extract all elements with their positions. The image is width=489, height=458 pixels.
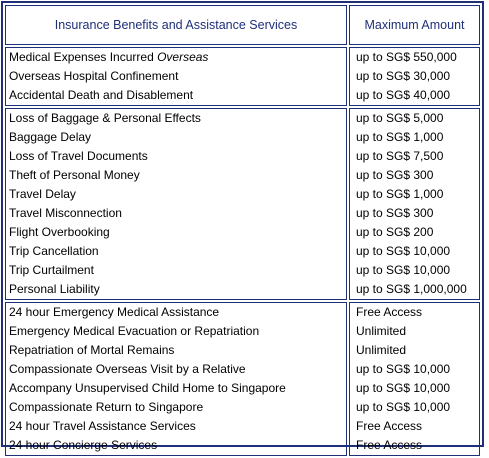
- benefit-amount: Unlimited: [356, 324, 407, 338]
- benefit-label-text: Travel Misconnection: [9, 206, 122, 220]
- benefit-group-labels: [5, 47, 347, 106]
- benefit-label-text: 24 hour Travel Assistance Services: [9, 419, 196, 433]
- benefits-table: [3, 3, 482, 458]
- benefit-label: [6, 48, 346, 67]
- benefit-amount: up to SG$ 40,000: [356, 88, 451, 102]
- benefit-amount: up to SG$ 10,000: [356, 362, 451, 376]
- benefit-amount: up to SG$ 30,000: [356, 69, 451, 83]
- benefit-label: [6, 242, 346, 261]
- benefit-label: [6, 261, 346, 280]
- benefit-amount: up to SG$ 1,000: [356, 187, 444, 201]
- benefit-amount: up to SG$ 10,000: [356, 244, 451, 258]
- benefit-label: [6, 128, 346, 147]
- benefit-label: [6, 280, 346, 299]
- benefit-group-amounts: [349, 302, 480, 456]
- benefit-label-text: 24 hour Concierge Services: [9, 438, 158, 452]
- benefit-label-text: Accidental Death and Disablement: [9, 88, 194, 102]
- benefit-label-text: Trip Curtailment: [9, 263, 94, 277]
- benefit-label: [6, 86, 346, 105]
- benefit-label: [6, 379, 346, 398]
- benefit-amount: up to SG$ 300: [356, 206, 434, 220]
- benefit-label-text: Personal Liability: [9, 282, 100, 296]
- benefit-amount: up to SG$ 10,000: [356, 381, 451, 395]
- benefit-group-labels: [5, 302, 347, 456]
- benefit-amount: up to SG$ 300: [356, 168, 434, 182]
- benefit-label-text: Overseas Hospital Confinement: [9, 69, 179, 83]
- benefit-group: [5, 108, 480, 300]
- header-benefits: Insurance Benefits and Assistance Services: [5, 5, 347, 45]
- benefit-amount: Unlimited: [356, 343, 407, 357]
- benefit-label: [6, 341, 346, 360]
- benefit-amount: Free Access: [356, 419, 423, 433]
- benefit-label: [6, 204, 346, 223]
- benefit-amount: up to SG$ 550,000: [356, 50, 457, 64]
- benefit-label-text: Compassionate Overseas Visit by a Relative: [9, 362, 246, 376]
- benefit-label-text: Baggage Delay: [9, 130, 92, 144]
- benefit-amount: up to SG$ 10,000: [356, 263, 451, 277]
- benefit-label-text: 24 hour Emergency Medical Assistance: [9, 305, 220, 319]
- benefit-group-amounts: [349, 47, 480, 106]
- benefit-group: [5, 302, 480, 456]
- benefit-label: [6, 223, 346, 242]
- benefits-table-body: [5, 47, 480, 456]
- benefit-label: [6, 322, 346, 341]
- benefit-label-text: Emergency Medical Evacuation or Repatriation: [9, 324, 260, 338]
- benefit-label-text: Compassionate Return to Singapore: [9, 400, 204, 414]
- benefit-label-text: Flight Overbooking: [9, 225, 110, 239]
- benefit-label-text: Medical Expenses Incurred: [9, 50, 158, 64]
- benefit-amount: up to SG$ 1,000: [356, 130, 444, 144]
- benefit-label: [6, 436, 346, 455]
- benefit-label-text: Trip Cancellation: [9, 244, 99, 258]
- benefit-amount: Free Access: [356, 305, 423, 319]
- benefit-group-labels: [5, 108, 347, 300]
- benefit-label: [6, 398, 346, 417]
- benefit-label: [6, 147, 346, 166]
- benefit-label-text: Loss of Baggage & Personal Effects: [9, 111, 201, 125]
- benefit-label-emphasis: Overseas: [157, 50, 209, 64]
- header-row: [5, 5, 480, 45]
- benefit-amount: up to SG$ 200: [356, 225, 434, 239]
- benefit-label-text: Loss of Travel Documents: [9, 149, 148, 163]
- benefit-label: [6, 360, 346, 379]
- benefit-amount: up to SG$ 1,000,000: [356, 282, 467, 296]
- benefit-group-amounts: [349, 108, 480, 300]
- benefit-group: [5, 47, 480, 106]
- benefit-label: [6, 109, 346, 128]
- benefits-table-frame: [1, 1, 484, 452]
- benefit-label: [6, 185, 346, 204]
- benefit-amount: up to SG$ 7,500: [356, 149, 444, 163]
- header-amount: Maximum Amount: [349, 5, 480, 45]
- benefit-label-text: Accompany Unsupervised Child Home to Singapore: [9, 381, 286, 395]
- benefit-label: [6, 417, 346, 436]
- benefit-amount: up to SG$ 5,000: [356, 111, 444, 125]
- benefit-amount: Free Access: [356, 438, 423, 452]
- benefit-label: [6, 166, 346, 185]
- benefit-label-text: Travel Delay: [9, 187, 76, 201]
- benefit-amount: up to SG$ 10,000: [356, 400, 451, 414]
- benefit-label-text: Repatriation of Mortal Remains: [9, 343, 175, 357]
- benefit-label-text: Theft of Personal Money: [9, 168, 140, 182]
- benefit-label: [6, 303, 346, 322]
- benefit-label: [6, 67, 346, 86]
